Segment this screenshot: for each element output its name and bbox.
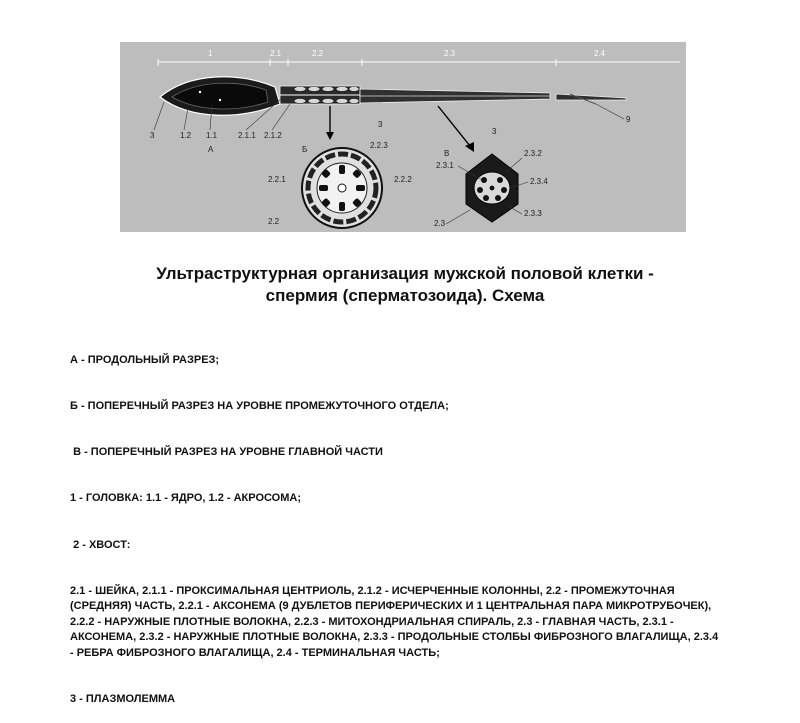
label-3: 3	[150, 131, 155, 140]
nucleus-dot	[219, 99, 221, 101]
legend-item: А - ПРОДОЛЬНЫЙ РАЗРЕЗ;	[70, 353, 220, 366]
label-a: А	[208, 145, 214, 154]
arrow-to-v	[438, 106, 470, 146]
label-1: 1	[208, 49, 213, 58]
label-2-2: 2.2	[312, 49, 324, 58]
page-title	[60, 263, 750, 307]
label-1-1: 1.1	[206, 131, 218, 140]
sperm-diagram	[120, 42, 686, 232]
title-line-1: Ультраструктурная организация мужской половой клетки -	[156, 264, 654, 283]
sperm-diagram-svg	[120, 42, 686, 232]
label-2-3-2: 2.3.2	[524, 149, 542, 158]
legend	[70, 322, 720, 723]
label-3-tail: 3	[492, 127, 497, 136]
label-3-mid: 3	[378, 120, 383, 129]
label-2-1-2: 2.1.2	[264, 131, 282, 140]
legend-item: 2.1 - ШЕЙКА, 2.1.1 - ПРОКСИМАЛЬНАЯ ЦЕНТРИОЛЬ, 2.1.2 - ИСЧЕРЧЕННЫЕ КОЛОННЫ, 2.2 - ПРОМЕЖУТОЧНАЯ (СРЕДНЯЯ) ЧАСТЬ, 2.2.1 - АКСОНЕМА (9 ДУБЛЕТОВ ПЕРИФЕРИЧЕСКИХ И 1 ЦЕНТРАЛЬНАЯ ПАРА МИКРОТРУБОЧЕК), 2.2.2 - НАРУЖНЫЕ ПЛОТНЫЕ ВОЛОКНА, 2.2.3 - МИТОХОНДРИАЛЬНАЯ СПИРАЛЬ, 2.3 - ГЛАВНАЯ ЧАСТЬ, 2.3.1 - АКСОНЕМА, 2.3.2 - НАРУЖНЫЕ ПЛОТНЫЕ ВОЛОКНА, 2.3.3 - ПРОДОЛЬНЫЕ СТОЛБЫ ФИБРОЗНОГО ВЛАГАЛИЩА, 2.3.4 - РЕБРА ФИБРОЗНОГО ВЛАГАЛИЩА, 2.4 - ТЕРМИНАЛЬНАЯ ЧАСТЬ;	[70, 584, 722, 659]
label-2-1-1: 2.1.1	[238, 131, 256, 140]
label-9: 9	[626, 115, 631, 124]
legend-item: 1 - ГОЛОВКА: 1.1 - ЯДРО, 1.2 - АКРОСОМА;	[70, 492, 301, 505]
nucleus-dot	[199, 91, 201, 93]
legend-item: В - ПОПЕРЕЧНЫЙ РАЗРЕЗ НА УРОВНЕ ГЛАВНОЙ ЧАСТИ	[70, 446, 383, 459]
label-2-3: 2.3	[434, 219, 446, 228]
label-2-4: 2.4	[594, 49, 606, 58]
legend-item: Б - ПОПЕРЕЧНЫЙ РАЗРЕЗ НА УРОВНЕ ПРОМЕЖУТОЧНОГО ОТДЕЛА;	[70, 400, 449, 413]
end-piece	[556, 94, 626, 100]
leader-9	[596, 104, 624, 119]
label-2-3-4: 2.3.4	[530, 177, 548, 186]
arrow-head-v	[465, 142, 474, 152]
label-2-3-3: 2.3.3	[524, 209, 542, 218]
cross-section-b	[302, 148, 382, 228]
label-2-2-2: 2.2.2	[394, 175, 412, 184]
label-2-1: 2.1	[270, 49, 282, 58]
label-2-3: 2.3	[444, 49, 456, 58]
label-2-2-3: 2.2.3	[370, 141, 388, 150]
legend-item: 2 - ХВОСТ:	[70, 538, 131, 551]
title-line-2: спермия (сперматозоида). Схема	[265, 286, 545, 305]
label-2-2: 2.2	[268, 217, 280, 226]
label-2-3-1: 2.3.1	[436, 161, 454, 170]
legend-item: 3 - ПЛАЗМОЛЕММА	[70, 692, 176, 705]
arrow-head-b	[326, 132, 334, 140]
label-v: В	[444, 149, 450, 158]
label-b: Б	[302, 145, 308, 154]
label-1-2: 1.2	[180, 131, 192, 140]
label-2-2-1: 2.2.1	[268, 175, 286, 184]
